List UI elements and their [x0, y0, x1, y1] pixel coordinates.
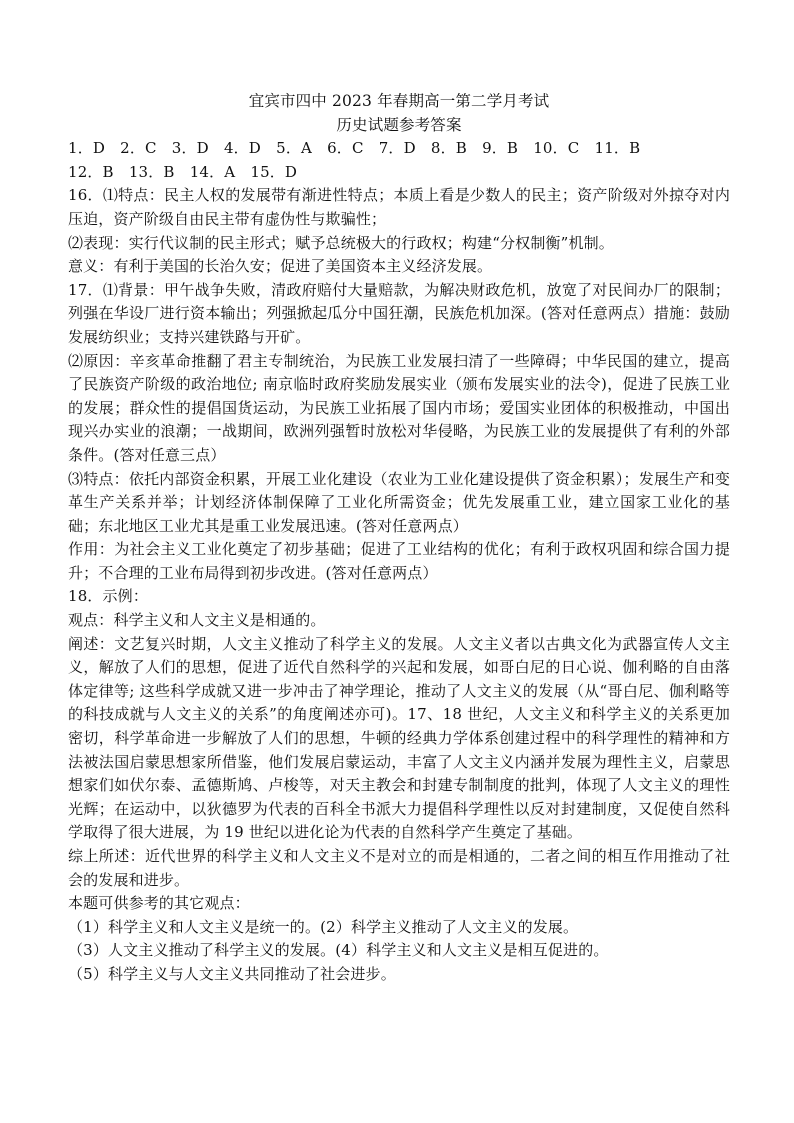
q18-other-views-heading: 本题可供参考的其它观点： [68, 894, 250, 913]
exam-title: 宜宾市四中 2023 年春期高一第二学月考试 [248, 92, 550, 110]
exam-subtitle: 历史试题参考答案 [336, 115, 462, 134]
q17-background: 17．⑴背景：甲午战争失败，清政府赔付大量赔款，为解决财政危机，放宽了对民间办厂的限制；列强在华设厂进行资本输出；列强掀起瓜分中国狂潮，民族危机加深。(答对任意两点）措施：鼓励发展纺织业；支持兴建铁路与开矿。 [68, 280, 730, 346]
q17-effects: 作用：为社会主义工业化奠定了初步基础；促进了工业结构的优化；有利于政权巩固和综合国力提升；不合理的工业布局得到初步改进。(答对任意两点） [68, 540, 730, 582]
mcq-answers-line-1: 1．D 2．C 3．D 4．D 5．A 6．C 7．D 8．B 9．B 10．C 11．B [68, 139, 641, 158]
q17-reasons: ⑵原因：辛亥革命推翻了君主专制统治，为民族工业发展扫清了一些障碍；中华民国的建立，提高了民族资产阶级的政治地位; 南京临时政府奖励发展实业（颁布发展实业的法令)，促进了民族工业的发展；群众性的提倡国货运动，为民族工业拓展了国内市场；爱国实业团体的积极推动，中国出现兴办实业的浪潮；一战期间，欧洲列强暂时放松对华侵略，为民族工业的发展提供了有利的外部条件。(答对任意三点） [68, 351, 730, 464]
q16-manifestations: ⑵表现：实行代议制的民主形式；赋予总统极大的行政权；构建“分权制衡”机制。 [68, 233, 614, 252]
q18-other-view-3-4: （3）人文主义推动了科学主义的发展。(4）科学主义和人文主义是相互促进的。 [68, 941, 609, 960]
mcq-answers-line-2: 12．B 13．B 14．A 15．D [68, 162, 298, 181]
q16-significance: 意义：有利于美国的长治久安；促进了美国资本主义经济发展。 [68, 257, 493, 276]
q18-viewpoint: 观点：科学主义和人文主义是相通的。 [68, 611, 326, 630]
q17-features: ⑶特点：依托内部资金积累，开展工业化建设（农业为工业化建设提供了资金积累）；发展生产和变革生产关系并举；计划经济体制保障了工业化所需资金；优先发展重工业，建立国家工业化的基础；东北地区工业尤其是重工业发展迅速。(答对任意两点） [68, 469, 730, 535]
q18-conclusion: 综上所述：近代世界的科学主义和人文主义不是对立的而是相通的，二者之间的相互作用推动了社会的发展和进步。 [68, 847, 730, 889]
answer-sheet [68, 90, 730, 987]
q18-other-view-1-2: （1）科学主义和人文主义是统一的。(2）科学主义推动了人文主义的发展。 [68, 917, 579, 936]
q18-elaboration: 阐述：文艺复兴时期，人文主义推动了科学主义的发展。人文主义者以古典文化为武器宣传人文主义，解放了人们的思想，促进了近代自然科学的兴起和发展，如哥白尼的日心说、伽利略的自由落体定律等; 这些科学成就又进一步冲击了神学理论，推动了人文主义的发展（从“哥白尼、伽利略等的科技成就与人文主义的关系”的角度阐述亦可)。17、18 世纪，人文主义和科学主义的关系更加密切，科学革命进一步解放了人们的思想，牛顿的经典力学体系创建过程中的科学理性的精神和方法被法国启蒙思想家所借鉴，他们发展启蒙运动，丰富了人文主义内涵并发展为理性主义，启蒙思想家们如伏尔泰、孟德斯鸠、卢梭等，对天主教会和封建专制制度的批判，体现了人文主义的理性光辉；在运动中，以狄德罗为代表的百科全书派大力提倡科学理性以反对封建制度，又促使自然科学取得了很大进展，为 19 世纪以进化论为代表的自然科学产生奠定了基础。 [68, 634, 730, 842]
q18-heading: 18．示例： [68, 587, 148, 606]
q18-other-view-5: （5）科学主义与人文主义共同推动了社会进步。 [68, 964, 396, 983]
q16-characteristics: 16．⑴特点：民主人权的发展带有渐进性特点；本质上看是少数人的民主；资产阶级对外掠夺对内压迫，资产阶级自由民主带有虚伪性与欺骗性； [68, 186, 730, 228]
